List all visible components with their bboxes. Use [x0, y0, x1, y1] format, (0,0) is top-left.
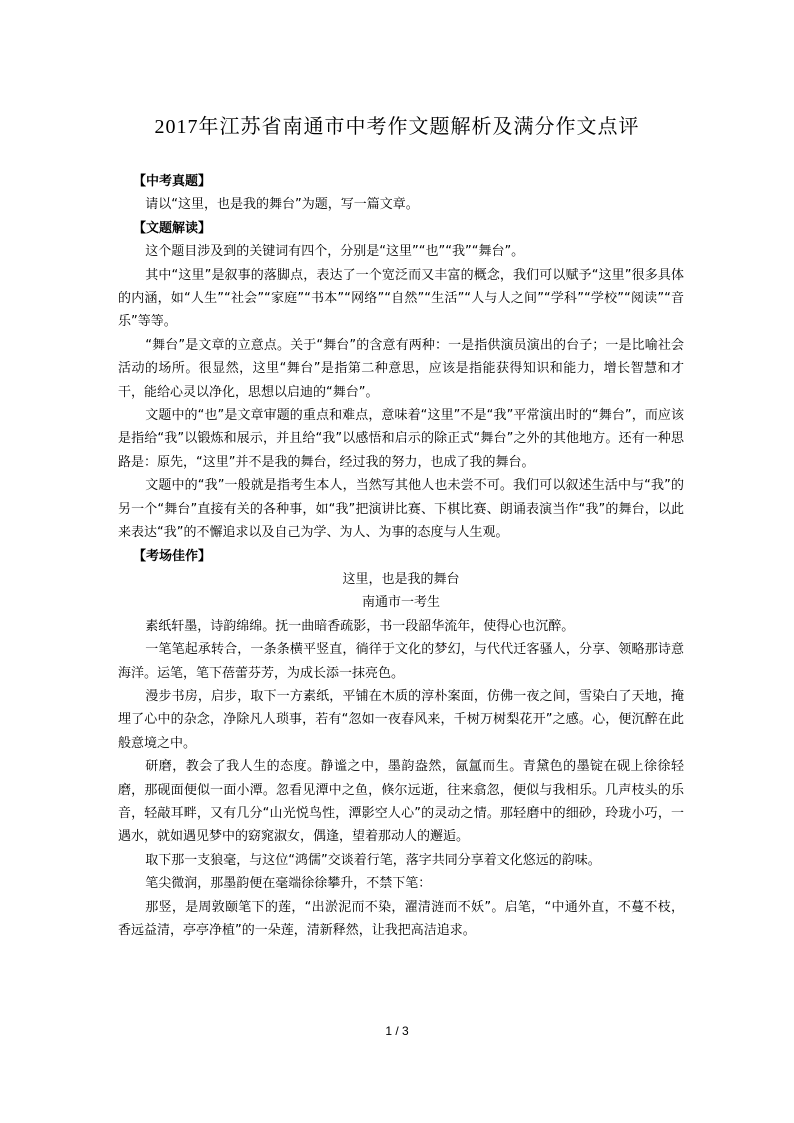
- essay-author: 南通市一考生: [361, 595, 440, 611]
- essay-paragraph: 取下那一支狼毫，与这位“鸿儒”交谈着行笔，落字共同分享着文化悠远的韵味。: [145, 852, 601, 868]
- analysis-heading: 【文题解读】: [132, 220, 211, 236]
- essay-heading: 【考场佳作】: [132, 548, 211, 564]
- document-body: [118, 170, 684, 942]
- essay-paragraph: 笔尖微润，那墨韵便在毫端徐徐攀升，不禁下笔：: [145, 876, 432, 892]
- analysis-paragraph: 文题中的“也”是文章审题的重点和难点，意味着“这里”不是“我”平常演出时的“舞台”，而应该是指给“我”以锻炼和展示，并且给“我”以感悟和启示的除正式“舞台”之外的其他地方。还有一种思路是：原先，“这里”并不是我的舞台，经过我的努力，也成了我的舞台。: [118, 408, 684, 470]
- exam-prompt: 请以“这里，也是我的舞台”为题，写一篇文章。: [145, 197, 419, 213]
- essay-title: 这里，也是我的舞台: [342, 571, 460, 587]
- exam-heading: 【中考真题】: [132, 174, 211, 189]
- analysis-paragraph: 其中“这里”是叙事的落脚点，表达了一个宽泛而又丰富的概念，我们可以赋予“这里”很多具体的内涵，如“人生”“社会”“家庭”“书本”“网络”“自然”“生活”“人与人之间”“学科”“学校”“阅读”“音乐”等等。: [118, 267, 684, 330]
- essay-paragraph: 素纸轩墨，诗韵绵绵。抚一曲暗香疏影，书一段韶华流年，使得心也沉醉。: [145, 618, 575, 634]
- essay-paragraph: 一笔笔起承转合，一条条横平竖直，徜徉于文化的梦幻，与代代迁客骚人，分享、领略那诗意海洋。运笔，笔下蓓蕾芬芳，为成长添一抹亮色。: [118, 642, 684, 681]
- page-number: 1 / 3: [385, 1024, 409, 1038]
- essay-paragraph: 那竖，是周敦颐笔下的莲，“出淤泥而不染，濯清涟而不妖”。启笔，“中通外直，不蔓不枝，香远益清，亭亭净植”的一朵莲，清新释然，让我把高洁追求。: [118, 899, 684, 938]
- document-title: 2017年江苏省南通市中考作文题解析及满分作文点评: [154, 116, 640, 138]
- analysis-paragraph: 文题中的“我”一般就是指考生本人，当然写其他人也未尝不可。我们可以叙述生活中与“我”的另一个“舞台”直接有关的各种事，如“我”把演讲比赛、下棋比赛、朗诵表演当作“我”的舞台，以此来表达“我”的不懈追求以及自己为学、为人、为事的态度与人生观。: [118, 478, 684, 541]
- analysis-paragraph: 这个题目涉及到的关键词有四个，分别是“这里”“也”“我”“舞台”。: [145, 244, 525, 260]
- essay-paragraph: 研磨，教会了我人生的态度。静谧之中，墨韵盎然，氤氲而生。青黛色的墨锭在砚上徐徐轻磨，那砚面便似一面小潭。忽看见潭中之鱼，倏尔远逝，往来翕忽，便似与我相乐。几声枝头的乐音，轻敲耳畔，又有几分“山光悦鸟性，潭影空人心”的灵动之情。那轻磨中的细砂，玲珑小巧，一遇水，就如遇见梦中的窈窕淑女，偶逢，望着那动人的邂逅。: [118, 759, 684, 845]
- essay-paragraph: 漫步书房，启步，取下一方素纸，平铺在木质的淳朴案面，仿佛一夜之间，雪染白了天地，掩埋了心中的杂念，净除凡人琐事，若有“忽如一夜春风来，千树万树梨花开”之感。心，便沉醉在此般意境之中。: [118, 688, 684, 751]
- analysis-paragraph: “舞台”是文章的立意点。关于“舞台”的含意有两种：一是指供演员演出的台子；一是比喻社会活动的场所。很显然，这里“舞台”是指第二种意思，应该是指能获得知识和能力，增长智慧和才干，能给心灵以净化，思想以启迪的“舞台”。: [118, 337, 684, 400]
